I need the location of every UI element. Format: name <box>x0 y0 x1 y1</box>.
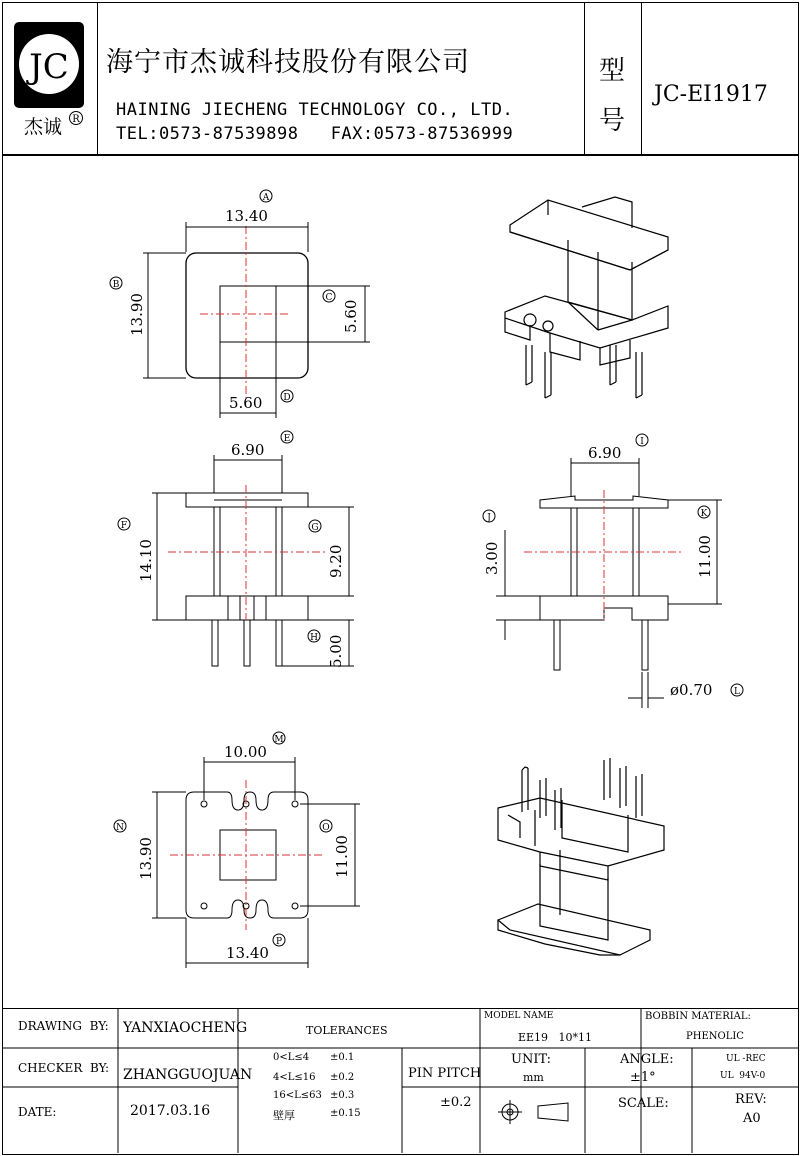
tol-value-1: ±0.1 <box>330 1052 355 1063</box>
bottom-view <box>114 732 360 968</box>
dim-a-value: 13.40 <box>225 207 268 225</box>
isometric-view-bottom <box>498 758 664 955</box>
date-label: DATE: <box>18 1105 57 1119</box>
pin-pitch-label: PIN PITCH <box>408 1066 482 1081</box>
bobbin-material-label: BOBBIN MATERIAL: <box>645 1011 751 1022</box>
dim-g-tag: G <box>311 523 319 533</box>
dim-o-tag: O <box>322 823 330 833</box>
dim-d-tag: D <box>283 393 291 403</box>
date-value: 2017.03.16 <box>130 1103 211 1119</box>
dim-i-value: 6.90 <box>588 444 622 462</box>
dim-b-value: 13.90 <box>128 293 146 336</box>
model-label-1: 型 <box>599 56 627 86</box>
ul-rec: UL -REC <box>726 1054 766 1064</box>
tolerances-label: TOLERANCES <box>306 1024 388 1037</box>
rev-value: A0 <box>743 1111 761 1126</box>
tol-value-2: ±0.2 <box>330 1072 355 1083</box>
dim-l-tag: L <box>734 687 740 697</box>
company-name-cn: 海宁市杰诚科技股份有限公司 <box>106 47 470 78</box>
model-number: JC-EI1917 <box>654 82 768 107</box>
dim-k-value: 11.00 <box>696 535 714 578</box>
dim-e-tag: E <box>283 434 291 444</box>
rev-label: REV: <box>735 1092 767 1107</box>
dim-a-tag: A <box>262 193 270 203</box>
drawing-by-label: DRAWING BY: <box>18 1019 109 1033</box>
logo-brand: 杰诚 <box>23 116 63 138</box>
tol-range-4: 壁厚 <box>273 1109 295 1122</box>
top-view <box>110 190 370 418</box>
front-view <box>118 431 354 668</box>
side-view <box>483 434 743 708</box>
dim-b-tag: B <box>112 280 120 290</box>
tol-range-2: 4<L≤16 <box>273 1072 316 1083</box>
dim-o-value: 11.00 <box>333 835 351 878</box>
bobbin-material-value: PHENOLIC <box>686 1031 744 1042</box>
dim-c-value: 5.60 <box>342 299 360 333</box>
dim-j-tag: J <box>487 513 491 523</box>
dim-n-tag: N <box>116 823 124 833</box>
angle-value: ±1° <box>630 1070 656 1085</box>
model-label-2: 号 <box>599 106 627 136</box>
angle-label: ANGLE: <box>620 1052 674 1067</box>
tol-value-4: ±0.15 <box>330 1108 361 1119</box>
dim-m-tag: M <box>274 735 284 745</box>
company-contact: TEL:0573-87539898 FAX:0573-87536999 <box>116 124 514 144</box>
dim-e-value: 6.90 <box>231 441 265 459</box>
scale-label: SCALE: <box>618 1096 669 1111</box>
dim-c-tag: C <box>325 293 333 303</box>
dim-h-tag: H <box>310 633 318 643</box>
checker-by-value: ZHANGGUOJUAN <box>123 1067 253 1083</box>
dim-n-value: 13.90 <box>137 837 155 880</box>
tol-range-1: 0<L≤4 <box>273 1052 310 1063</box>
ul-94v0: UL 94V-0 <box>720 1071 766 1081</box>
title-block-grid <box>0 1008 800 1154</box>
dim-g-value: 9.20 <box>327 544 345 578</box>
model-name-label: MODEL NAME <box>484 1011 554 1021</box>
company-name-en: HAINING JIECHENG TECHNOLOGY CO., LTD. <box>116 100 514 120</box>
unit-value: mm <box>523 1071 544 1084</box>
dim-p-value: 13.40 <box>226 944 269 962</box>
dim-m-value: 10.00 <box>224 743 267 761</box>
isometric-view-top <box>505 197 668 398</box>
dim-f-tag: F <box>120 521 128 531</box>
pin-pitch-value: ±0.2 <box>440 1095 472 1110</box>
tol-value-3: ±0.3 <box>330 1090 355 1101</box>
dim-d-value: 5.60 <box>229 394 263 412</box>
unit-label: UNIT: <box>511 1052 552 1067</box>
dim-p-tag: P <box>275 937 283 947</box>
logo-registered-mark: R <box>72 114 80 125</box>
model-name-value: EE19 10*11 <box>518 1031 593 1044</box>
dim-l-value: ø0.70 <box>670 681 713 699</box>
dim-h-value: 5.00 <box>327 634 345 668</box>
logo-letters: JC <box>29 47 69 87</box>
tol-range-3: 16<L≤63 <box>273 1090 322 1101</box>
checker-by-label: CHECKER BY: <box>18 1061 110 1075</box>
dim-f-value: 14.10 <box>137 539 155 582</box>
dim-k-tag: K <box>700 509 708 519</box>
dim-i-tag: I <box>640 437 644 447</box>
dim-j-value: 3.00 <box>483 541 501 575</box>
drawing-by-value: YANXIAOCHENG <box>123 1020 248 1036</box>
